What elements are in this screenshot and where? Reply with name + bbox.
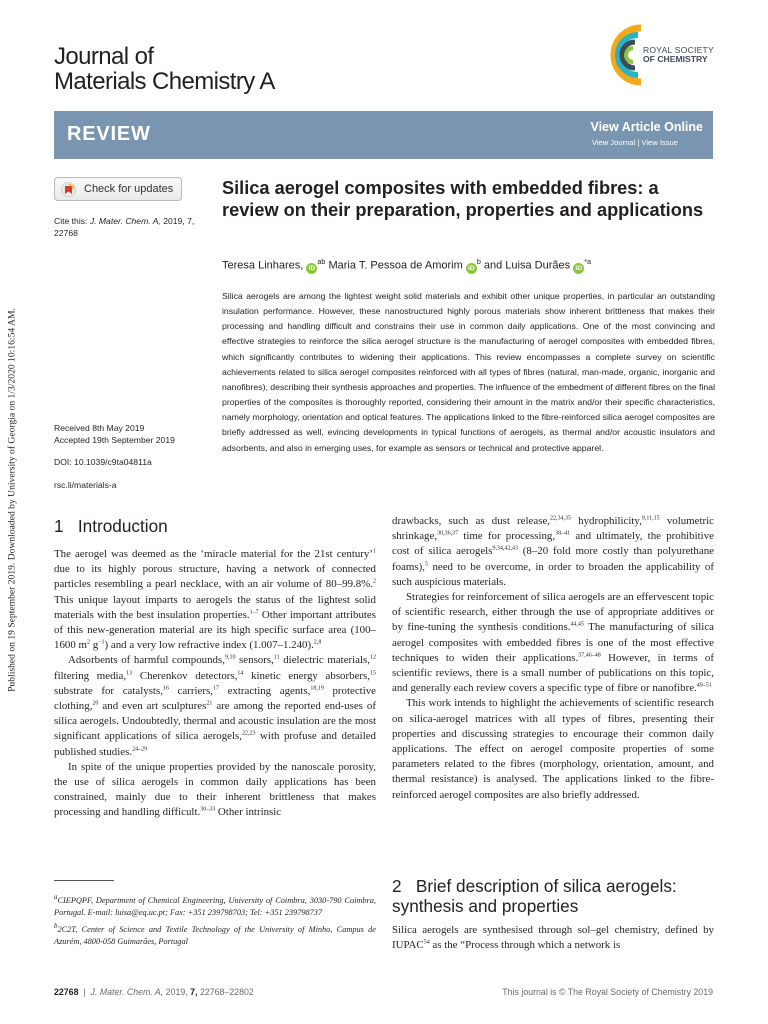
section-heading: 2 Brief description of silica aerogels: synthesis and properties xyxy=(392,876,677,916)
footnotes xyxy=(54,892,376,950)
citation-info: Cite this: J. Mater. Chem. A, 2019, 7, 22768 xyxy=(54,216,195,238)
abstract: Silica aerogels are among the lightest weight solid materials and exhibit other unique properties, in particular an outstanding insulation performance. However, these nanostructured highly porous materials show inherent brittleness that makes their processing and handling difficult and constrains their use in common daily applications. One of the most convincing and effective strategies to reinforce the silica aerogel structure is the manufacturing of aerogel composites with embedded fibres, which significantly contributes to widening their applications. This review encompasses a complete survey on scientific achievements related to silica aerogel composites reinforced with all types of fibres (natural, man-made, organic, inorganic and nanofibres), describing their synthesis approaches and properties. The influence of the embedment of different fibres on the final properties of the composites is thoroughly reported, considering their amount in the matrix and/or their specific characteristics, namely morphology, orientation and optical features. The applications linked to the fibre-reinforced silica aerogel composites are briefly addressed as well, evincing developments in typical functions of aerogels, as thermal and/or acoustic insulators and adsorbents, and also in emerging uses, for example as sensors or technical and protective apparel. xyxy=(222,291,715,453)
article-type-label: REVIEW xyxy=(67,123,151,145)
paragraph: drawbacks, such as dust release,$^{22,34,35}$ hydrophilicity,$^{9,11,15}$ volumetric shrinkage,$^{30,36,37}$ time for processing,$^{38-41}$ and ultimately, the prohibitive cost of silica aerogels$^{9,34,42,43}$ (8–20 fold more costly than polyurethane foams),$^5$ need to be overcome, in order to broaden the applicability of such auspicious materials. xyxy=(392,515,714,588)
crossmark-icon xyxy=(61,182,76,197)
rsc-name-line1: ROYAL SOCIETY xyxy=(643,45,714,55)
author-list: Teresa Linhares, $iD^{ab}$ Maria T. Pessoa de Amorim $iD^b$ and Luisa Durães $iD^{*a}$ xyxy=(222,257,591,272)
doi-link[interactable]: DOI: 10.1039/c9ta04811a xyxy=(54,457,152,467)
journal-title[interactable]: Journal of Materials Chemistry A xyxy=(54,43,275,95)
short-link[interactable]: rsc.li/materials-a xyxy=(54,479,117,490)
section2-paragraph: Silica aerogels are synthesised through sol–gel chemistry, defined by IUPAC$^{54}$ as the “Process through which a network is xyxy=(392,924,714,952)
accepted-date: Accepted 19th September 2019 xyxy=(54,434,175,445)
orcid-icon[interactable]: iD xyxy=(466,263,477,274)
article-dates xyxy=(54,423,214,491)
footnote-divider xyxy=(54,880,114,881)
paragraph: The aerogel was deemed as the ‘miracle material for the 21st century’$^1$ due to its highly porous structure, having a network of connected particles resembling a pearl necklace, with an air volume of 80–99.8%.$^2$ This unique layout imparts to aerogels the status of the lightest solid materials with the best insulation properties.$^{1-7}$ Other important attributes of this new-generation material are its high specific surface area (100–1600 $m^2$ $g^{-1}$) and a very low refractive index (1.007–1.240).$^{2,8}$ xyxy=(54,548,376,652)
section-heading: 1 Introduction xyxy=(54,516,168,536)
download-note: Published on 19 September 2019. Downloaded by University of Georgia on 1/3/2020 10:16:54 AM. xyxy=(6,308,18,692)
orcid-icon[interactable]: iD xyxy=(306,263,317,274)
paragraph: Strategies for reinforcement of silica aerogels are an effervescent topic of scientific research, either through the use of appropriate additives or by fine-tuning the synthesis conditions.$^{44,45}$ The manufacturing of silica aerogel composites with embedded fibres is one of the most effective techniques to widen their applications.$^{37,46-48}$ However, in terms of scientific reviews, there is a small number of publications on this topic, and generally each review covers a specific type of fibre or nanofibre.$^{49-51}$ xyxy=(392,591,715,695)
check-for-updates-button[interactable]: Check for updates xyxy=(54,177,182,201)
orcid-icon[interactable]: iD xyxy=(573,263,584,274)
received-date: Received 8th May 2019 xyxy=(54,423,145,433)
left-column-text xyxy=(54,547,376,821)
article-type-banner xyxy=(54,111,713,159)
footnote: $^a$CIEPQPF, Department of Chemical Engineering, University of Coimbra, 3030-790 Coimbra, Portugal. E-mail: luisa@eq.uc.pt; Fax: +351 239798703; Tel: +351 239798737 xyxy=(54,894,376,917)
rsc-name-line2: OF CHEMISTRY xyxy=(643,54,708,64)
paragraph: In spite of the unique properties provided by the nanoscale porosity, the use of silica aerogels in common daily applications has been constrained, mainly due to their inherent brittleness that makes processing and handling difficult.$^{30-33}$ Other intrinsic xyxy=(54,760,376,819)
paragraph: This work intends to highlight the achievements of scientific research on silica-aerogel matrices with all types of fibres, presenting their properties and discussing strategies to encourage their common daily applications. The effect on aerogel composite properties of some parameters related to the fibres (morphology, orientation, amount, and thermal resistance) is analysed. The applications linked to the fibre-reinforced aerogel composites are also briefly addressed. xyxy=(392,697,714,801)
view-article-online-link[interactable]: View Article Online xyxy=(590,120,703,134)
copyright: This journal is © The Royal Society of Chemistry 2019 xyxy=(502,987,713,997)
rsc-logo[interactable] xyxy=(607,22,717,92)
article-title: Silica aerogel composites with embedded fibres: a review on their preparation, properties and applications xyxy=(222,178,704,220)
paragraph: Adsorbents of harmful compounds,$^{9,10}$ sensors,$^{11}$ dielectric materials,$^{12}$ filtering media,$^{13}$ Cherenkov detectors,$^{14}$ kinetic energy absorbers,$^{15}$ substrate for catalysts,$^{16}$ carriers,$^{17}$ extracting agents,$^{18,19}$ protective clothing,$^{20}$ and even art sculptures$^{21}$ are among the reported end-uses of silica aerogels. Undoubtedly, thermal and acoustic insulation are the most significant applications of silica aerogels,$^{22,23}$ with profuse and detailed published studies.$^{24-29}$ xyxy=(54,654,376,758)
view-journal-issue-links[interactable]: View Journal | View Issue xyxy=(591,138,678,147)
footnote: $^b$2C2T, Center of Science and Textile Technology of the University of Minho, Campus de Azurém, 4800-058 Guimarães, Portugal xyxy=(54,923,376,947)
right-column-text xyxy=(392,514,714,803)
page-number: 22768 xyxy=(54,987,79,997)
